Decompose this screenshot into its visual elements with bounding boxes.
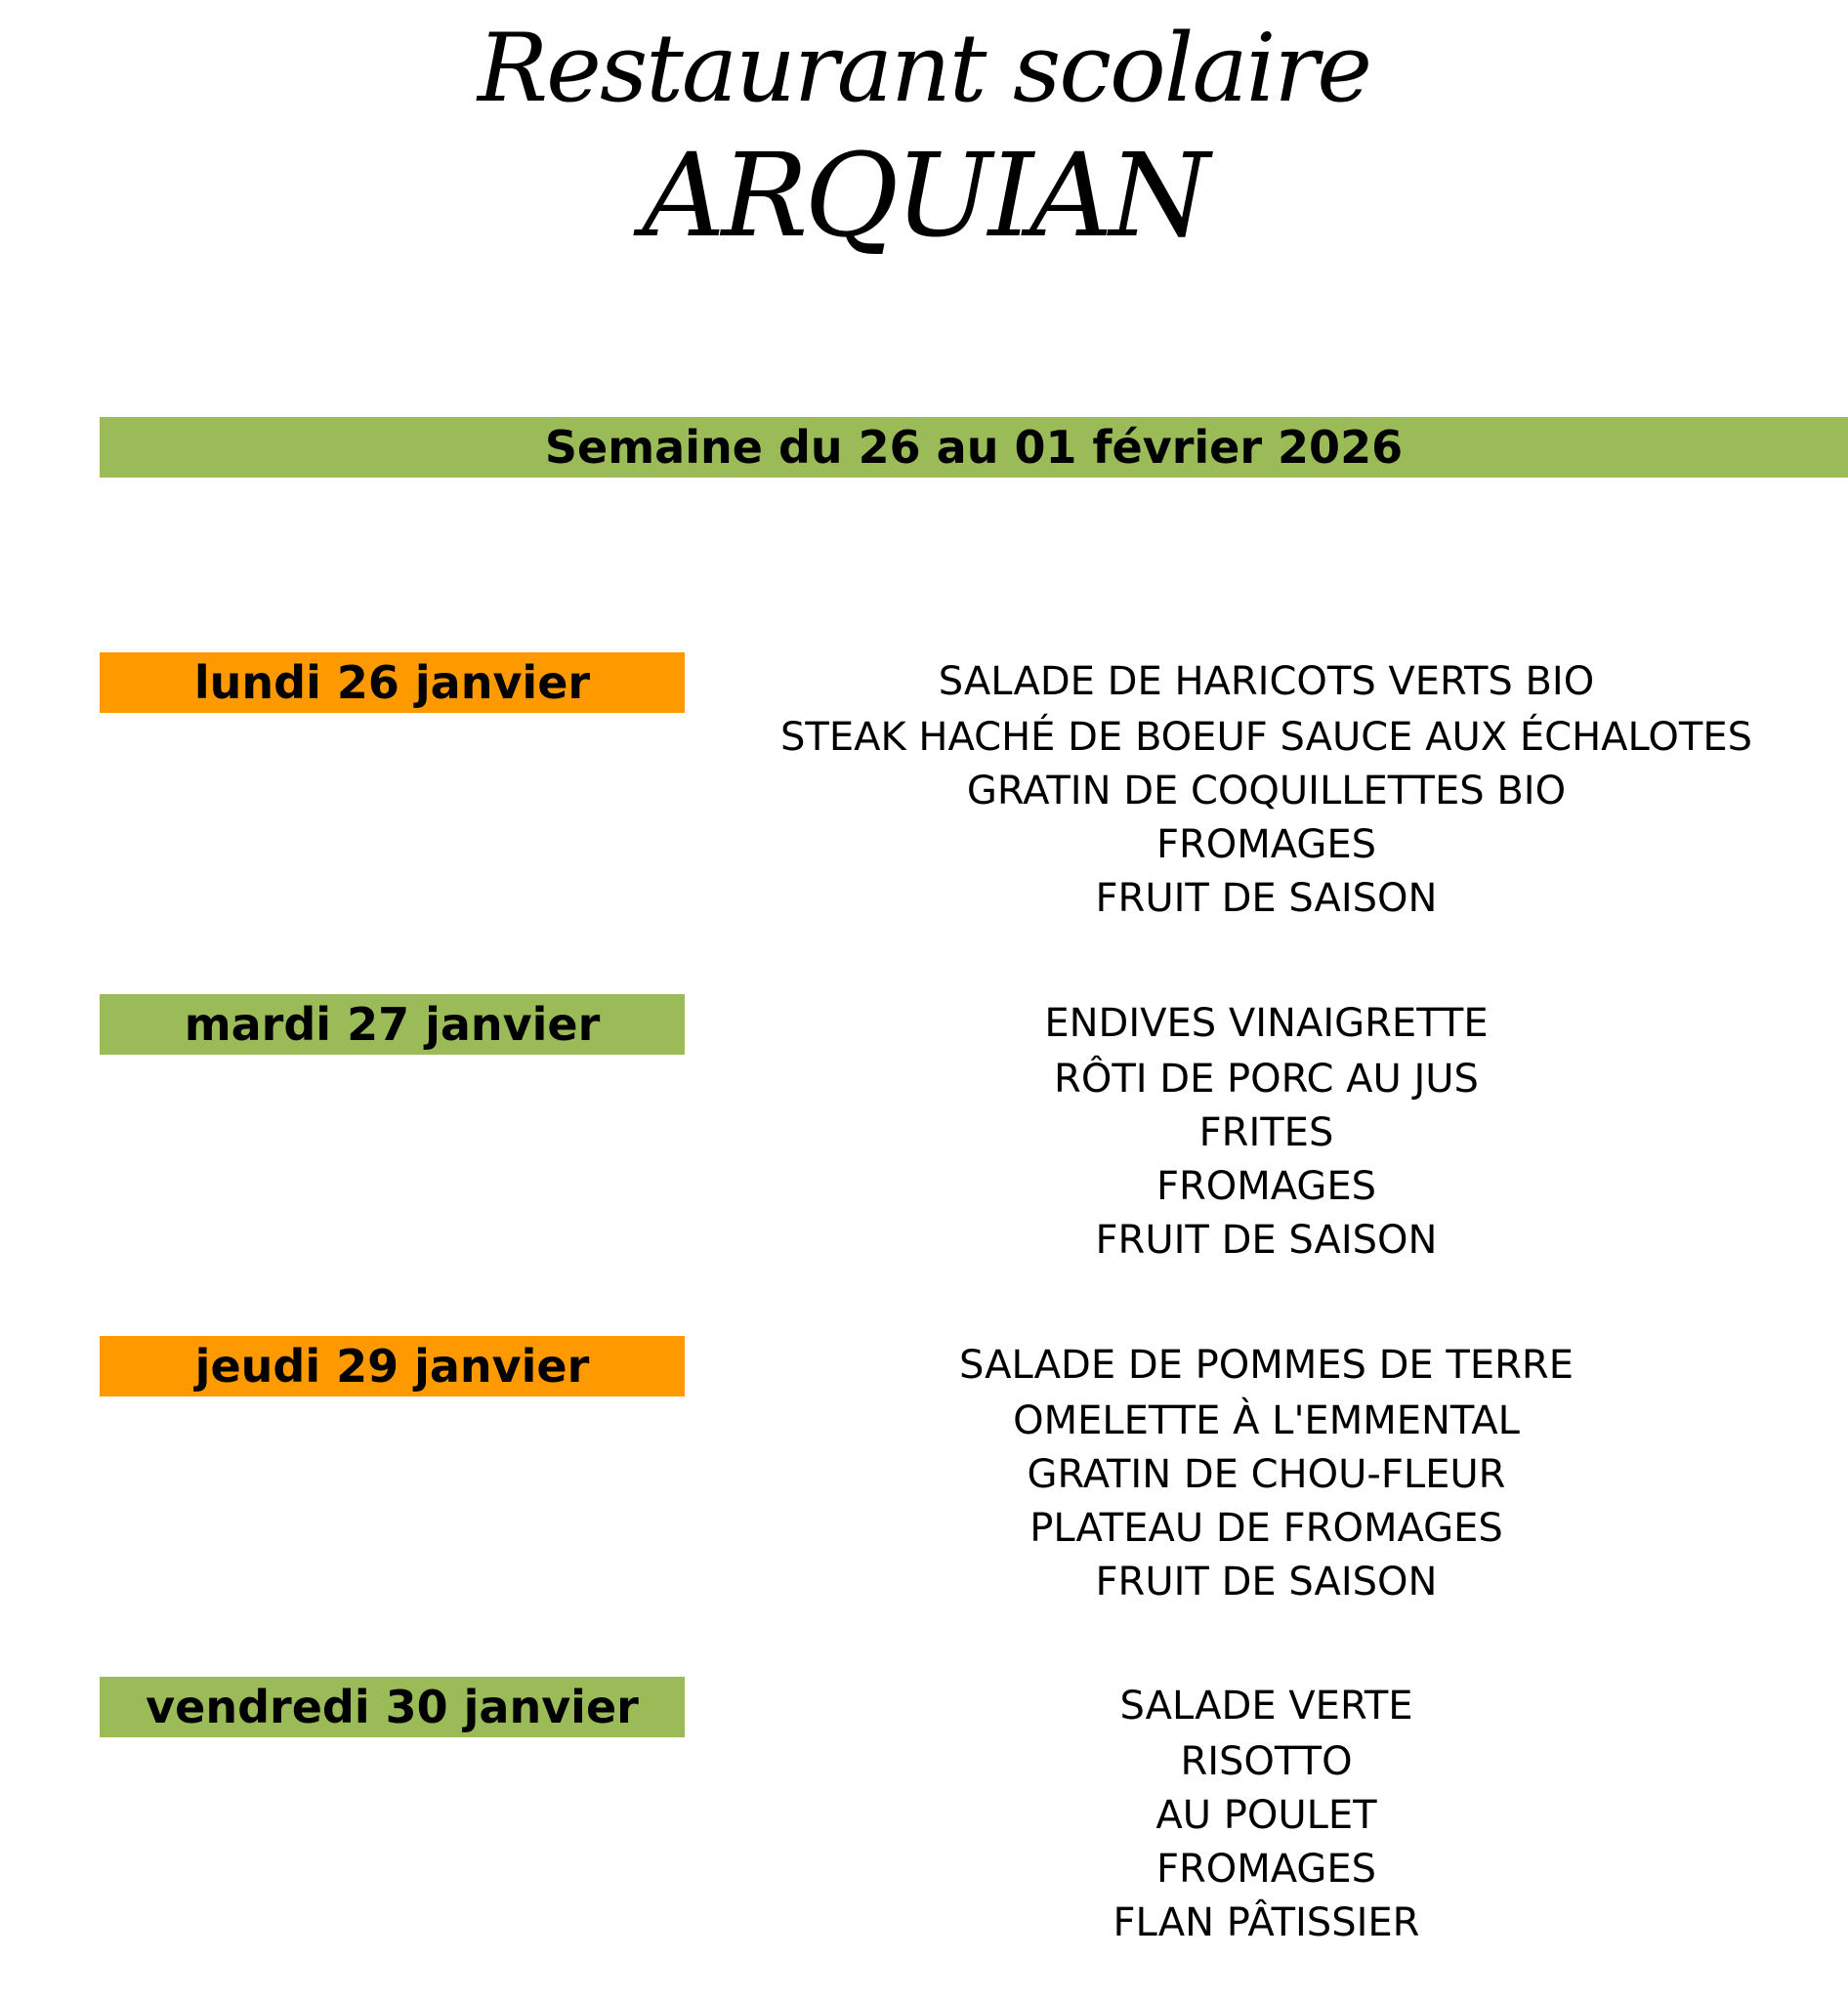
menu-item: FROMAGES xyxy=(1155,1164,1377,1209)
menu-item: GRATIN DE CHOU-FLEUR xyxy=(1027,1452,1506,1497)
week-banner xyxy=(100,417,1848,478)
menu-list-vendredi xyxy=(685,1677,1848,1950)
menu-item: OMELETTE À L'EMMENTAL xyxy=(1013,1398,1520,1443)
menu-item: SALADE DE POMMES DE TERRE xyxy=(958,1343,1574,1388)
menu-item: PLATEAU DE FROMAGES xyxy=(1029,1506,1503,1551)
menu-item: GRATIN DE COQUILLETTES BIO xyxy=(966,769,1567,813)
menu-item: RÔTI DE PORC AU JUS xyxy=(1054,1057,1479,1102)
menu-list-mardi xyxy=(685,994,1848,1268)
page-subtitle: ARQUIAN xyxy=(642,128,1206,263)
menu-item: FRUIT DE SAISON xyxy=(1095,876,1438,921)
menu-item: SALADE DE HARICOTS VERTS BIO xyxy=(938,659,1595,704)
menu-item: FRITES xyxy=(1198,1110,1334,1155)
menu-list-lundi xyxy=(685,652,1848,926)
menu-item: FROMAGES xyxy=(1155,822,1377,867)
menu-item: AU POULET xyxy=(1155,1793,1377,1838)
day-label-lundi: lundi 26 janvier xyxy=(100,652,685,713)
menu-item: FROMAGES xyxy=(1155,1847,1377,1892)
menu-item: FRUIT DE SAISON xyxy=(1095,1560,1438,1604)
day-label-mardi: mardi 27 janvier xyxy=(100,994,685,1055)
menu-item: RISOTTO xyxy=(1180,1739,1353,1784)
menu-item: STEAK HACHÉ DE BOEUF SAUCE AUX ÉCHALOTES xyxy=(780,715,1752,760)
menu-item: ENDIVES VINAIGRETTE xyxy=(1044,1001,1489,1046)
menu-item: FLAN PÂTISSIER xyxy=(1113,1900,1420,1945)
day-label-vendredi: vendredi 30 janvier xyxy=(100,1677,685,1737)
day-label-jeudi: jeudi 29 janvier xyxy=(100,1336,685,1396)
menu-list-jeudi xyxy=(685,1336,1848,1609)
menu-item: SALADE VERTE xyxy=(1119,1684,1413,1729)
menu-item: FRUIT DE SAISON xyxy=(1095,1218,1438,1263)
week-label: Semaine du 26 au 01 février 2026 xyxy=(544,421,1404,474)
page-title: Restaurant scolaire xyxy=(477,14,1371,123)
